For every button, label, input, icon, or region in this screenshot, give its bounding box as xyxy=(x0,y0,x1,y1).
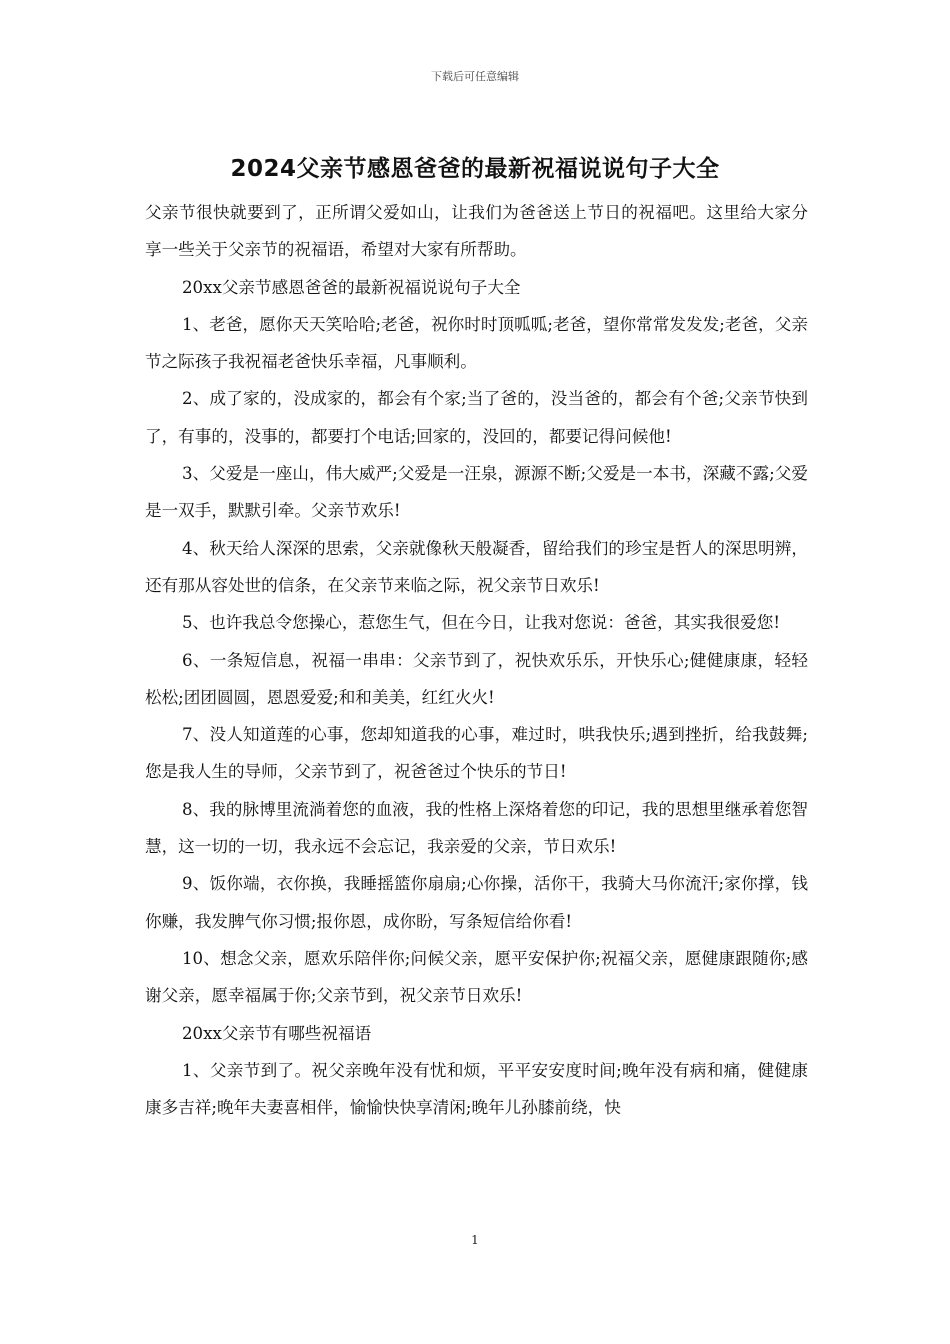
list-item: 1、老爸，愿你天天笑哈哈;老爸，祝你时时顶呱呱;老爸，望你常常发发发;老爸，父亲节之际孩子我祝福老爸快乐幸福，凡事顺利。 xyxy=(145,314,808,372)
list-item: 7、没人知道莲的心事，您却知道我的心事，难过时，哄我快乐;遇到挫折，给我鼓舞;您是我人生的导师，父亲节到了，祝爸爸过个快乐的节日! xyxy=(145,725,808,782)
intro-paragraph: 父亲节很快就要到了，正所谓父爱如山，让我们为爸爸送上节日的祝福吧。这里给大家分享一些关于父亲节的祝福语，希望对大家有所帮助。 xyxy=(145,203,808,260)
section-heading: 20xx父亲节感恩爸爸的最新祝福说说句子大全 xyxy=(182,277,521,297)
list-item: 2、成了家的，没成家的，都会有个家;当了爸的，没当爸的，都会有个爸;父亲节快到了，有事的，没事的，都要打个电话;回家的，没回的，都要记得问候他! xyxy=(145,389,808,446)
page-title: 2024父亲节感恩爸爸的最新祝福说说句子大全 xyxy=(230,156,720,182)
list-item: 1、父亲节到了。祝父亲晚年没有忧和烦，平平安安度时间;晚年没有病和痛，健健康康多吉祥;晚年夫妻喜相伴，愉愉快快享清闲;晚年儿孙膝前绕，快 xyxy=(145,1060,808,1118)
document-body xyxy=(145,194,808,1126)
section-heading: 20xx父亲节有哪些祝福语 xyxy=(182,1023,372,1043)
header-note: 下载后可任意编辑 xyxy=(431,70,519,83)
list-item: 5、也许我总令您操心，惹您生气，但在今日，让我对您说：爸爸，其实我很爱您! xyxy=(182,613,781,633)
list-item: 4、秋天给人深深的思索，父亲就像秋天般凝香，留给我们的珍宝是哲人的深思明辨，还有那从容处世的信条，在父亲节来临之际，祝父亲节日欢乐! xyxy=(145,538,808,595)
list-item: 10、想念父亲，愿欢乐陪伴你;问候父亲，愿平安保护你;祝福父亲，愿健康跟随你;感谢父亲，愿幸福属于你;父亲节到，祝父亲节日欢乐! xyxy=(145,948,808,1006)
page-number: 1 xyxy=(471,1233,479,1247)
list-item: 8、我的脉博里流淌着您的血液，我的性格上深烙着您的印记，我的思想里继承着您智慧，这一切的一切，我永远不会忘记，我亲爱的父亲，节日欢乐! xyxy=(145,799,808,857)
list-item: 9、饭你端，衣你换，我睡摇篮你扇扇;心你操，活你干，我骑大马你流汗;家你撑，钱你赚，我发脾气你习惯;报你恩，成你盼，写条短信给你看! xyxy=(145,874,808,931)
list-item: 6、一条短信息，祝福一串串：父亲节到了，祝快欢乐乐，开快乐心;健健康康，轻轻松松;团团圆圆，恩恩爱爱;和和美美，红红火火! xyxy=(145,650,808,707)
list-item: 3、父爱是一座山，伟大威严;父爱是一汪泉，源源不断;父爱是一本书，深藏不露;父爱是一双手，默默引牵。父亲节欢乐! xyxy=(145,464,808,521)
